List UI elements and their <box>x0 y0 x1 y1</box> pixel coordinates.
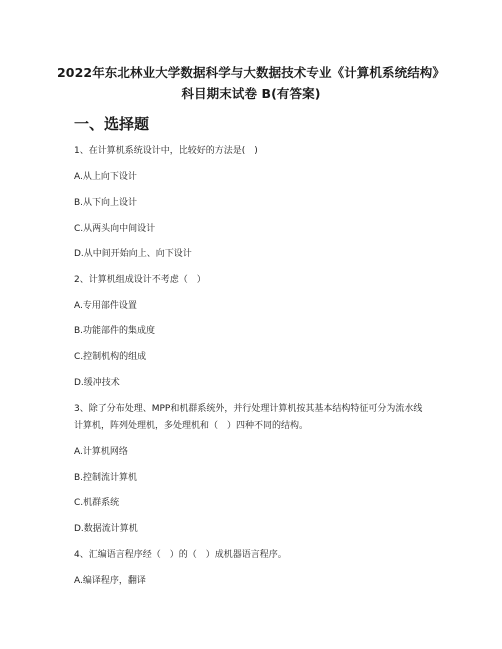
question-1-option-b: B.从下向上设计 <box>74 198 138 208</box>
question-3-stem-line1: 3、除了分布处理、MPP和机群系统外，并行处理计算机按其基本结构特征可分为流水线 <box>74 404 423 414</box>
question-1-option-a: A.从上向下设计 <box>74 172 137 182</box>
question-3-option-b: B.控制流计算机 <box>74 473 138 483</box>
question-1-option-c: C.从两头向中间设计 <box>74 224 156 234</box>
question-2-option-a: A.专用部件设置 <box>74 301 137 311</box>
question-2-option-b: B.功能部件的集成度 <box>74 326 156 336</box>
question-1-option-d: D.从中间开始向上、向下设计 <box>74 249 192 259</box>
question-3-option-d: D.数据流计算机 <box>74 524 138 534</box>
question-2-option-c: C.控制机构的组成 <box>74 352 147 362</box>
question-2-stem: 2、计算机组成设计不考虑（ ） <box>74 275 206 285</box>
question-3-option-a: A.计算机网络 <box>74 447 128 457</box>
question-3-stem-line2: 计算机，阵列处理机，多处理机和（ ）四种不同的结构。 <box>74 421 309 431</box>
question-1-stem: 1、在计算机系统设计中，比较好的方法是( ) <box>74 146 258 156</box>
document-subtitle: 科目期末试卷 B(有答案) <box>181 86 321 101</box>
question-3-option-c: C.机群系统 <box>74 498 120 508</box>
question-4-stem: 4、汇编语言程序经（ ）的（ ）成机器语言程序。 <box>74 550 287 560</box>
document-title: 2022年东北林业大学数据科学与大数据技术专业《计算机系统结构》 <box>57 65 445 80</box>
question-2-option-d: D.缓冲技术 <box>74 378 120 388</box>
question-4-option-a: A.编译程序，翻译 <box>74 576 146 586</box>
section-heading: 一、选择题 <box>74 115 150 133</box>
